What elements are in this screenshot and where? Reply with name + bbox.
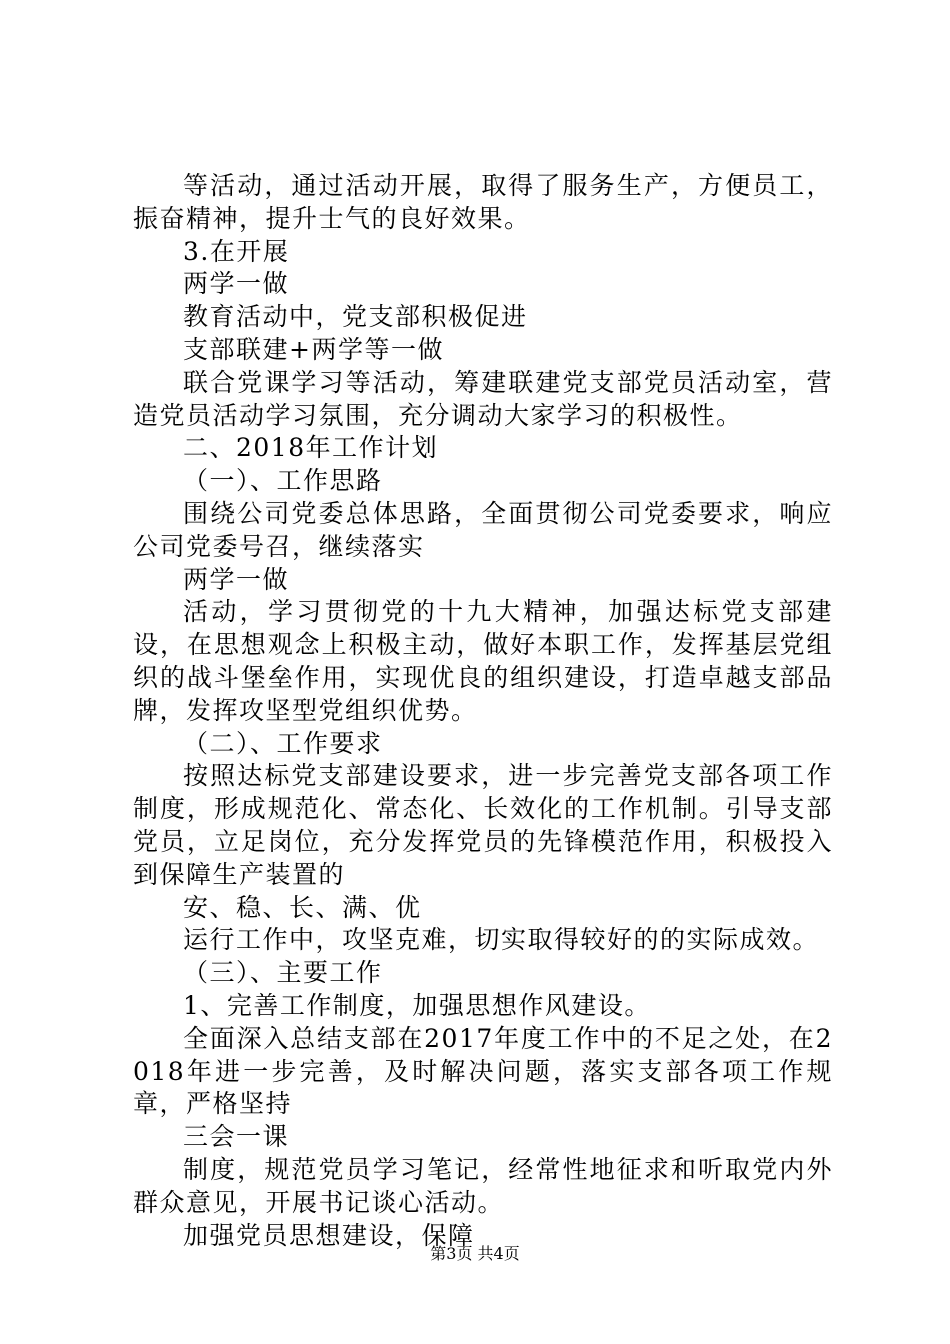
paragraph: 3.在开展	[183, 236, 290, 266]
paragraph: 教育活动中，党支部积极促进	[183, 302, 528, 332]
document-body	[133, 170, 833, 1252]
paragraph: 按照达标党支部建设要求，进一步完善党支部各项工作制度，形成规范化、常态化、长效化的工作机制。引导支部党员，立足岗位，充分发挥党员的先锋模范作用，积极投入到保障生产装置的	[133, 761, 833, 889]
subsection-heading: （三）、主要工作	[183, 958, 383, 988]
paragraph: 活动，学习贯彻党的十九大精神，加强达标党支部建设，在思想观念上积极主动，做好本职工作，发挥基层党组织的战斗堡垒作用，实现优良的组织建设，打造卓越支部品牌，发挥攻坚型党组织优势。	[133, 597, 833, 725]
subsection-heading: （二）、工作要求	[183, 728, 383, 758]
paragraph: 全面深入总结支部在2017年度工作中的不足之处，在2018年进一步完善，及时解决问题，落实支部各项工作规章，严格坚持	[133, 1023, 833, 1119]
section-heading: 二、2018年工作计划	[183, 433, 439, 463]
page-footer: 第3页 共4页	[430, 1244, 520, 1263]
paragraph: 支部联建+两学等一做	[183, 334, 444, 364]
paragraph: 联合党课学习等活动，筹建联建党支部党员活动室，营造党员活动学习氛围，充分调动大家学习的积极性。	[133, 367, 833, 430]
paragraph: 两学一做	[183, 269, 290, 299]
paragraph: 运行工作中，攻坚克难，切实取得较好的的实际成效。	[183, 925, 820, 955]
paragraph: 制度，规范党员学习笔记，经常性地征求和听取党内外群众意见，开展书记谈心活动。	[133, 1154, 833, 1217]
subsection-heading: （一）、工作思路	[183, 466, 383, 496]
paragraph: 等活动，通过活动开展，取得了服务生产，方便员工，振奋精神，提升士气的良好效果。	[133, 171, 833, 233]
paragraph: 三会一课	[183, 1122, 290, 1152]
paragraph: 加强党员思想建设，保障	[183, 1220, 475, 1250]
paragraph: 围绕公司党委总体思路，全面贯彻公司党委要求，响应公司党委号召，继续落实	[133, 498, 833, 561]
paragraph: 两学一做	[183, 564, 290, 594]
paragraph: 安、稳、长、满、优	[183, 892, 422, 922]
paragraph: 1、完善工作制度，加强思想作风建设。	[183, 990, 651, 1020]
